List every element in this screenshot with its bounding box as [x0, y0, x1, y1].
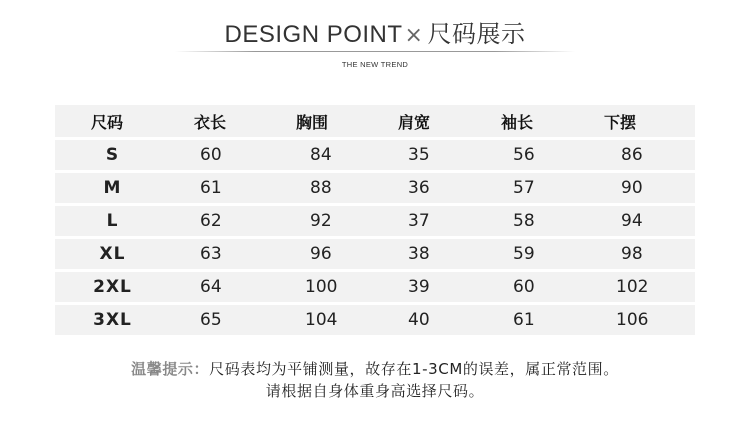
- value-cell: 57: [479, 173, 582, 203]
- page-subtitle: THE NEW TREND: [341, 60, 409, 69]
- column-header: 衣长: [170, 105, 273, 137]
- size-cell: M: [55, 173, 170, 203]
- size-cell: S: [55, 140, 170, 170]
- title-english: DESIGN POINT: [224, 21, 403, 48]
- value-cell: 62: [170, 206, 273, 236]
- table-row: [55, 140, 695, 170]
- value-cell: 104: [273, 305, 376, 335]
- value-cell: 90: [582, 173, 695, 203]
- title-chinese: 尺码展示: [427, 20, 526, 48]
- note-text-2: 请根据自身体重身高选择尺码。: [265, 382, 485, 400]
- value-cell: 60: [479, 272, 582, 302]
- table-header-row: [55, 105, 695, 137]
- value-cell: 58: [479, 206, 582, 236]
- value-cell: 63: [170, 239, 273, 269]
- page-title: [0, 14, 750, 46]
- value-cell: 96: [273, 239, 376, 269]
- table-row: [55, 272, 695, 302]
- size-cell: L: [55, 206, 170, 236]
- table-row: [55, 206, 695, 236]
- value-cell: 60: [170, 140, 273, 170]
- value-cell: 100: [273, 272, 376, 302]
- size-note: [0, 358, 750, 402]
- column-header: 肩宽: [376, 105, 479, 137]
- value-cell: 61: [479, 305, 582, 335]
- value-cell: 86: [582, 140, 695, 170]
- value-cell: 65: [170, 305, 273, 335]
- value-cell: 36: [376, 173, 479, 203]
- column-header: 胸围: [273, 105, 376, 137]
- table-row: [55, 173, 695, 203]
- value-cell: 88: [273, 173, 376, 203]
- value-cell: 37: [376, 206, 479, 236]
- value-cell: 106: [582, 305, 695, 335]
- value-cell: 64: [170, 272, 273, 302]
- size-cell: 3XL: [55, 305, 170, 335]
- size-cell: XL: [55, 239, 170, 269]
- value-cell: 102: [582, 272, 695, 302]
- value-cell: 59: [479, 239, 582, 269]
- value-cell: 94: [582, 206, 695, 236]
- size-chart-table: [55, 102, 695, 338]
- value-cell: 39: [376, 272, 479, 302]
- value-cell: 92: [273, 206, 376, 236]
- value-cell: 56: [479, 140, 582, 170]
- table-row: [55, 305, 695, 335]
- column-header: 下摆: [582, 105, 695, 137]
- note-text-1: 尺码表均为平铺测量，故存在1-3CM的误差，属正常范围。: [209, 360, 619, 378]
- value-cell: 40: [376, 305, 479, 335]
- value-cell: 38: [376, 239, 479, 269]
- size-cell: 2XL: [55, 272, 170, 302]
- table-row: [55, 239, 695, 269]
- value-cell: 98: [582, 239, 695, 269]
- value-cell: 61: [170, 173, 273, 203]
- column-header: 尺码: [55, 105, 170, 137]
- value-cell: 84: [273, 140, 376, 170]
- column-header: 袖长: [479, 105, 582, 137]
- header-divider: [175, 51, 575, 52]
- note-label: 温馨提示：: [131, 360, 210, 378]
- note-line-1: [0, 358, 750, 380]
- title-separator: ×: [404, 23, 424, 48]
- value-cell: 35: [376, 140, 479, 170]
